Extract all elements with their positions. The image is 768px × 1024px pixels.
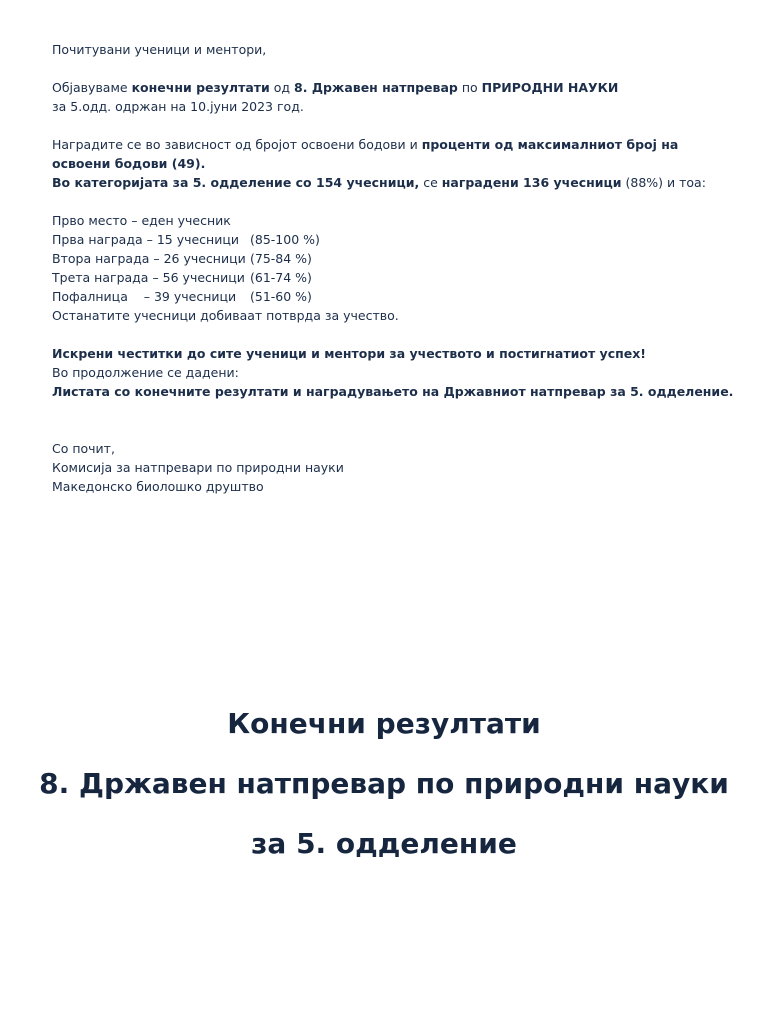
place-label: Пофалница – 39 учесници [52,289,237,304]
awards-bold-awarded: наградени 136 учесници [441,175,622,190]
place-label: Прва награда – 15 учесници [52,232,239,247]
place-range: (61-74 %) [250,270,312,285]
awards-line-3 [52,173,732,192]
place-award-1 [52,230,732,249]
awards-text-1: Наградите се во зависност од бројот освоени бодови и [52,137,422,152]
others-note: Останатите учесници добиваат потврда за учество. [52,308,399,323]
announce-bold-results: конечни резултати [131,80,270,95]
awards-bold-percent: проценти од максималниот број на [421,137,679,152]
signoff: Со почит, [52,441,115,456]
announcement-line-1 [52,78,732,97]
announce-bold-competition: 8. Државен натпревар [294,80,458,95]
announcement-line-2: за 5.одд. одржан на 10.јуни 2023 год. [52,99,304,114]
place-label: Прво место – еден учесник [52,213,231,228]
heading-grade: за 5. одделение [251,827,517,860]
awards-line-2 [52,154,732,173]
results-heading [0,700,768,868]
place-award-2 [52,249,732,268]
awards-text-se: се [419,175,442,190]
place-range: (75-84 %) [250,251,312,266]
awards-line-1 [52,135,732,154]
committee-name: Комисија за натпревари по природни науки [52,460,344,475]
awards-bold-category: Во категоријата за 5. одделение со 154 учесници, [52,175,420,190]
announce-bold-subject: ПРИРОДНИ НАУКИ [481,80,619,95]
congratulations: Искрени честитки до сите ученици и ментори за учеството и постигнатиот успех! [52,346,646,361]
place-award-3 [52,268,732,287]
awards-period: . [200,156,206,171]
awards-text-percent: (88%) и тоа: [621,175,706,190]
place-range: (85-100 %) [250,232,320,247]
heading-competition: 8. Државен натпревар по природни науки [39,767,729,800]
continued-note: Во продолжение се дадени: [52,365,239,380]
awards-bold-max-points: освоени бодови (49) [52,156,201,171]
announce-text-1: Објавуваме [52,80,132,95]
place-first [52,211,732,230]
place-commendation [52,287,732,306]
announce-text-2: од [269,80,295,95]
place-label: Трета награда – 56 учесници [52,270,245,285]
announce-text-3: по [457,80,482,95]
place-label: Втора награда – 26 учесници [52,251,246,266]
place-range: (51-60 %) [250,289,312,304]
results-list-title: Листата со конечните резултати и наградувањето на Државниот натпревар за 5. одделение. [52,384,734,399]
society-name: Македонско биолошко друштво [52,479,264,494]
heading-title: Конечни резултати [227,707,541,740]
greeting: Почитувани ученици и ментори, [52,42,267,57]
letter-body [52,40,732,496]
